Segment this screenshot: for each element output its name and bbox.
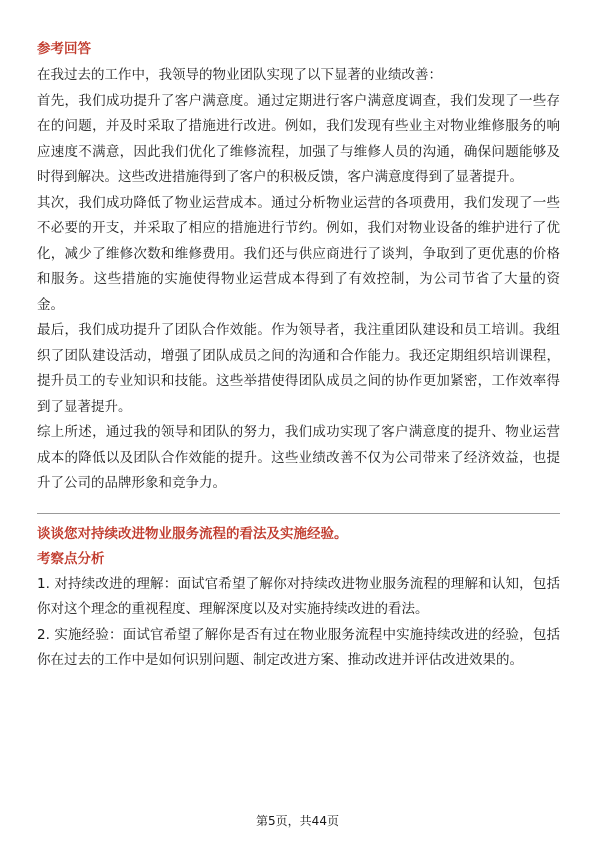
page-number-footer: 第5页，共44页: [256, 814, 339, 828]
answer-paragraph-intro: 在我过去的工作中，我领导的物业团队实现了以下显著的业绩改善：: [37, 67, 442, 83]
analysis-point-understanding: 1. 对持续改进的理解：面试官希望了解你对持续改进物业服务流程的理解和认知，包括你对这个理念的重视程度、理解深度以及对实施持续改进的看法。: [37, 575, 560, 617]
analysis-heading: 考察点分析: [37, 550, 105, 567]
analysis-point-experience: 2. 实施经验：面试官希望了解你是否有过在物业服务流程中实施持续改进的经验，包括你在过去的工作中是如何识别问题、制定改进方案、推动改进并评估改进效果的。: [37, 626, 560, 668]
answer-paragraph-first: 首先，我们成功提升了客户满意度。通过定期进行客户满意度调查，我们发现了一些存在的问题，并及时采取了措施进行改进。例如，我们发现有些业主对物业维修服务的响应速度不满意，因此我们优化了维修流程，加强了与维修人员的沟通，确保问题能够及时得到解决。这些改进措施得到了客户的积极反馈，客户满意度得到了显著提升。: [37, 92, 560, 185]
section-divider: [37, 513, 560, 514]
interview-question: 谈谈您对持续改进物业服务流程的看法及实施经验。: [37, 525, 348, 542]
answer-paragraph-last: 最后，我们成功提升了团队合作效能。作为领导者，我注重团队建设和员工培训。我组织了团队建设活动，增强了团队成员之间的沟通和合作能力。我还定期组织培训课程，提升员工的专业知识和技能。这些举措使得团队成员之间的协作更加紧密，工作效率得到了显著提升。: [37, 322, 560, 415]
reference-answer-heading: 参考回答: [37, 41, 91, 57]
document-page: [37, 40, 560, 674]
answer-paragraph-summary: 综上所述，通过我的领导和团队的努力，我们成功实现了客户满意度的提升、物业运营成本的降低以及团队合作效能的提升。这些业绩改善不仅为公司带来了经济效益，也提升了公司的品牌形象和竞争力。: [37, 424, 560, 491]
answer-paragraph-second: 其次，我们成功降低了物业运营成本。通过分析物业运营的各项费用，我们发现了一些不必要的开支，并采取了相应的措施进行节约。例如，我们对物业设备的维护进行了优化，减少了维修次数和维修费用。我们还与供应商进行了谈判，争取到了更优惠的价格和服务。这些措施的实施使得物业运营成本得到了有效控制，为公司节省了大量的资金。: [37, 194, 560, 313]
